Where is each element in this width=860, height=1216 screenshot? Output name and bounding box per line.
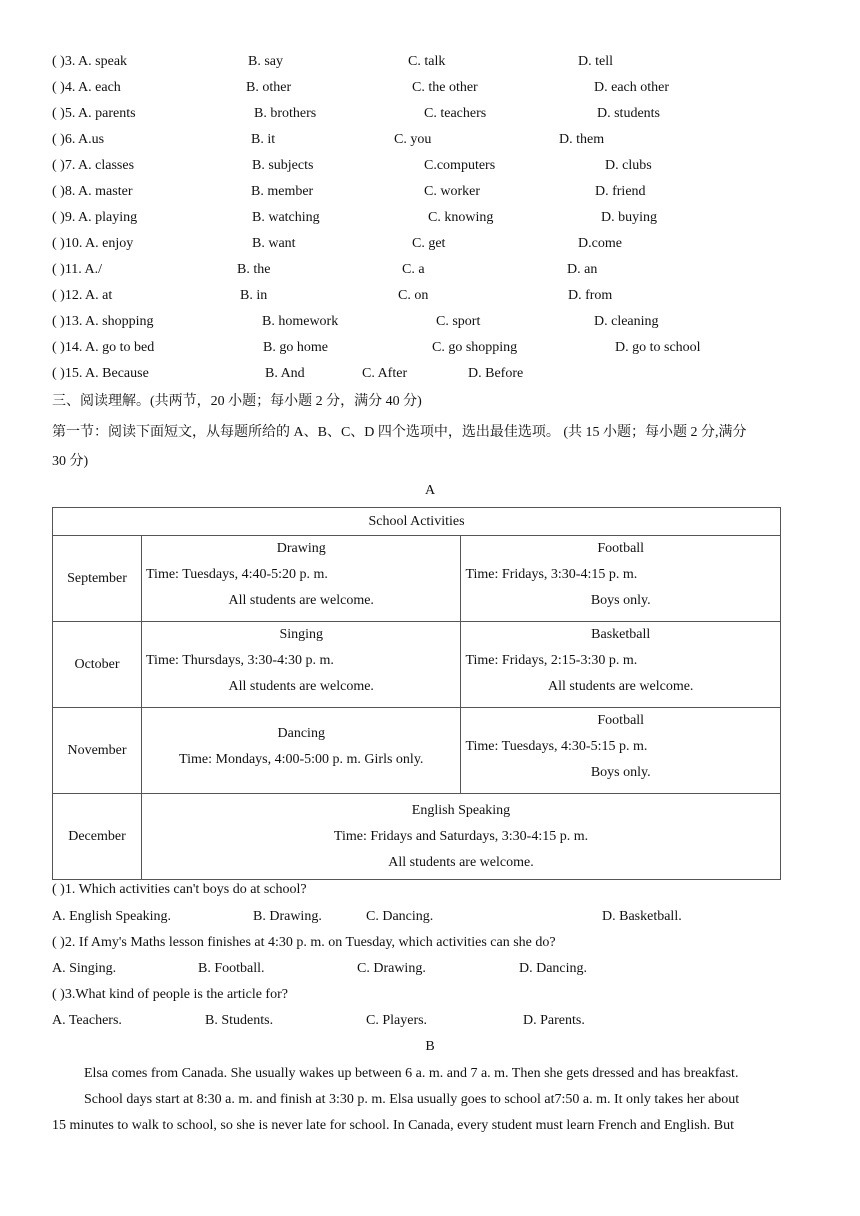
activity-note: All students are welcome. <box>548 679 694 694</box>
month-cell: November <box>53 708 142 794</box>
activity-cell <box>461 622 781 708</box>
activity-note: Boys only. <box>590 765 651 780</box>
passage-paragraph-cont: 15 minutes to walk to school, so she is never late for school. In Canada, every student must learn French and English. But <box>52 1118 734 1133</box>
activity-cell <box>142 794 781 880</box>
school-activities-table <box>52 507 781 880</box>
table-title: School Activities <box>53 508 781 536</box>
activity-cell <box>461 536 781 622</box>
activity-time: Time: Tuesdays, 4:30-5:15 p. m. <box>465 739 648 754</box>
reading-question: ( )2. If Amy's Maths lesson finishes at 4:30 p. m. on Tuesday, which activities can she do? <box>52 935 556 950</box>
activity-name: Singing <box>279 627 324 642</box>
activity-note: All students are welcome. <box>228 679 374 694</box>
section-heading: 三、阅读理解。(共两节，20 小题；每小题 2 分，满分 40 分) <box>52 394 422 409</box>
month-cell: December <box>53 794 142 880</box>
activity-note: All students are welcome. <box>228 593 374 608</box>
passage-paragraph: School days start at 8:30 a. m. and finish at 3:30 p. m. Elsa usually goes to school at7:50 a. m. It only takes her about <box>84 1092 740 1107</box>
activity-time: Time: Fridays, 3:30-4:15 p. m. <box>465 567 638 582</box>
activity-cell <box>142 708 461 794</box>
reading-question: ( )1. Which activities can't boys do at school? <box>52 882 307 897</box>
month-cell: October <box>53 622 142 708</box>
table-row <box>53 794 781 880</box>
activity-cell <box>142 622 461 708</box>
passage-paragraph: Elsa comes from Canada. She usually wakes up between 6 a. m. and 7 a. m. Then she gets dressed and has breakfast. <box>84 1066 739 1081</box>
activity-name: Basketball <box>591 627 651 642</box>
passage-a-label: A <box>424 483 436 498</box>
activity-cell <box>142 536 461 622</box>
table-row <box>53 622 781 708</box>
activity-name: Dancing <box>277 726 325 741</box>
table-row <box>53 536 781 622</box>
section-instructions-cont: 30 分) <box>52 454 89 469</box>
activity-note: Boys only. <box>590 593 651 608</box>
month-cell: September <box>53 536 142 622</box>
activity-note: All students are welcome. <box>388 854 534 870</box>
activity-name: English Speaking <box>411 802 511 818</box>
table-row <box>53 708 781 794</box>
section-instructions: 第一节：阅读下面短文，从每题所给的 A、B、C、D 四个选项中，选出最佳选项。 (共 15 小题；每小题 2 分,满分 <box>52 425 747 440</box>
activity-cell <box>461 708 781 794</box>
activity-name: Football <box>597 541 645 556</box>
activity-time: Time: Fridays, 2:15-3:30 p. m. <box>465 653 638 668</box>
activity-time: Time: Mondays, 4:00-5:00 p. m. Girls only. <box>179 752 424 767</box>
activity-name: Football <box>597 713 645 728</box>
activity-name: Drawing <box>276 541 326 556</box>
reading-question: ( )3.What kind of people is the article for? <box>52 987 288 1002</box>
activity-time: Time: Tuesdays, 4:40-5:20 p. m. <box>146 567 328 582</box>
activity-time: Time: Thursdays, 3:30-4:30 p. m. <box>146 653 334 668</box>
passage-b-label: B <box>425 1039 435 1054</box>
activity-time: Time: Fridays and Saturdays, 3:30-4:15 p. m. <box>333 828 589 844</box>
